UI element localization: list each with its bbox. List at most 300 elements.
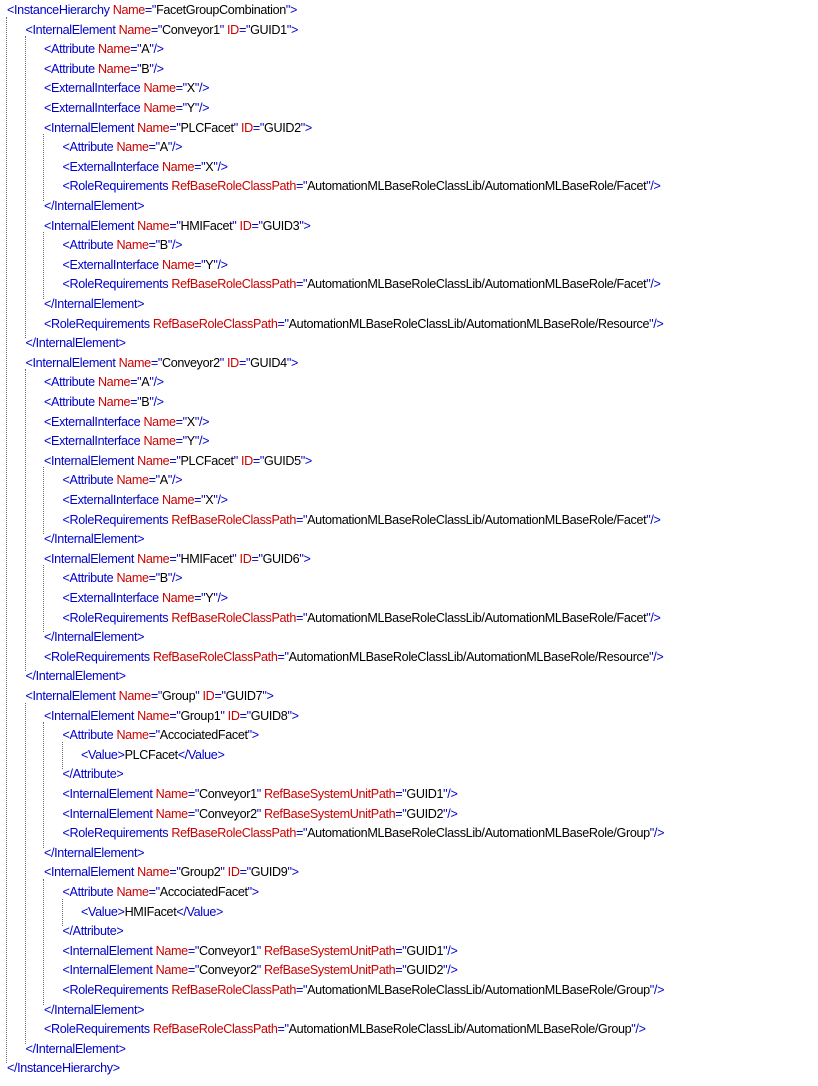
attribute-quote: " [256,787,261,801]
attribute-name: Name [118,22,151,37]
attribute-quote: " [443,806,448,821]
element-name: ExternalInterface [69,591,159,605]
tag-bracket: /> [153,42,164,57]
element-name: Attribute [69,473,114,488]
tag-bracket: /> [653,649,664,664]
attribute-value: AutomationMLBaseRoleClassLib/AutomationMLBaseRole/Resource [288,316,650,331]
attribute-quote: " [149,42,154,57]
attribute-name: Name [97,375,131,390]
tag-bracket: > [137,845,145,860]
element-name: InternalElement [35,336,119,351]
attribute-value: AutomationMLBaseRoleClassLib/AutomationMLBaseRole/Group [307,983,650,997]
attribute-value: X [205,159,214,174]
attribute-quote: " [219,22,224,37]
attribute-quote: " [194,414,199,429]
attribute-value: PLCFacet [180,120,234,135]
tag-bracket: < [62,277,70,292]
tag-bracket: </ [44,532,55,547]
tag-bracket: /> [653,316,664,331]
tag-bracket: < [44,551,52,566]
tag-bracket: > [112,1061,120,1076]
tag-bracket: /> [198,414,210,429]
attribute-equals: =" [251,218,263,233]
xml-line [0,217,818,237]
attribute-quote: " [646,277,651,292]
element-name: InternalElement [51,708,134,723]
tag-bracket: < [44,395,52,409]
attribute-name: Name [143,434,176,449]
indent-guide [43,134,44,201]
attribute-value: Group1 [180,708,221,723]
tag-bracket: > [290,355,298,370]
xml-line [0,746,818,766]
element-name: Attribute [51,61,95,76]
tag-bracket: > [116,767,124,782]
element-name: Value [187,747,218,762]
attribute-equals: =" [395,806,407,821]
element-name: InternalElement [32,22,116,37]
element-name: Attribute [69,571,114,586]
tag-bracket: < [44,81,52,96]
attribute-quote: " [194,434,199,449]
attribute-name: Name [97,395,131,409]
tag-bracket: < [44,649,52,664]
element-name: InternalElement [69,963,153,978]
attribute-value: Y [205,257,214,272]
attribute-name: Name [116,238,149,253]
attribute-quote: " [167,140,172,155]
xml-line [0,844,818,864]
attribute-quote: " [149,61,154,76]
element-name: InternalElement [54,532,138,547]
attribute-value: GUID3 [262,218,300,233]
attribute-value: A [141,42,150,57]
tag-bracket: < [62,728,70,743]
attribute-value: A [141,375,150,390]
tag-bracket: < [62,591,70,605]
tag-bracket: /> [653,826,665,841]
element-name: ExternalInterface [51,434,141,449]
attribute-equals: =" [239,708,251,723]
xml-line [0,726,818,746]
attribute-value: Y [205,591,214,605]
attribute-equals: =" [130,395,142,409]
tag-bracket: </ [25,669,36,684]
attribute-equals: =" [295,826,308,841]
tag-bracket: < [44,414,52,429]
attribute-value: GUID7 [225,689,263,703]
xml-line [0,275,818,295]
tag-bracket: < [62,963,70,978]
attribute-name: Name [137,551,170,566]
attribute-equals: =" [187,806,199,821]
attribute-quote: " [285,3,291,17]
tag-bracket: /> [153,375,164,390]
xml-line [0,765,818,785]
element-name: InternalElement [51,551,134,566]
xml-line [0,569,818,589]
tag-bracket: > [118,1041,126,1056]
tag-bracket: > [251,728,259,743]
attribute-name: RefBaseRoleClassPath [171,826,296,841]
attribute-value: FacetGroupCombination [156,3,286,17]
attribute-quote: " [167,571,172,586]
tag-bracket: > [117,904,125,919]
attribute-name: Name [118,355,151,370]
xml-line [0,491,818,511]
tag-bracket: < [62,493,70,507]
attribute-name: RefBaseRoleClassPath [171,983,296,997]
element-name: ExternalInterface [51,101,141,115]
element-name: Attribute [69,238,114,253]
xml-line [0,863,818,883]
attribute-equals: =" [295,610,308,625]
attribute-value: GUID9 [250,865,288,880]
tag-bracket: /> [198,101,210,115]
attribute-name: RefBaseRoleClassPath [152,316,278,331]
tag-bracket: > [137,1002,145,1017]
attribute-quote: " [300,120,305,135]
tag-bracket: /> [650,277,661,292]
tag-bracket: </ [44,845,55,860]
tag-bracket: > [291,708,299,723]
attribute-equals: =" [150,355,162,370]
tag-bracket: < [81,904,89,919]
xml-line [0,413,818,433]
attribute-name: Name [161,591,195,605]
tag-bracket: /> [650,179,661,194]
attribute-value: GUID2 [264,120,301,135]
attribute-quote: " [286,355,291,370]
attribute-equals: =" [395,943,407,958]
element-name: RoleRequirements [69,826,169,841]
attribute-name: ID [227,355,239,370]
tag-bracket: < [44,42,52,57]
indent-guide [43,467,44,534]
attribute-name: Name [143,414,176,429]
tag-bracket: > [266,689,274,703]
tag-bracket: > [137,532,145,547]
xml-line [0,471,818,491]
attribute-value: X [205,493,214,507]
xml-line [0,511,818,531]
attribute-value: GUID2 [406,806,444,821]
attribute-name: RefBaseRoleClassPath [152,649,278,664]
attribute-value: Conveyor2 [198,806,257,821]
attribute-equals: =" [214,689,226,703]
attribute-value: AutomationMLBaseRoleClassLib/AutomationMLBaseRole/Facet [307,512,647,527]
tag-bracket: < [25,689,33,703]
attribute-equals: =" [238,22,251,37]
attribute-value: Y [186,101,195,115]
tag-bracket: > [303,551,311,566]
attribute-value: Group [161,689,196,703]
xml-line [0,79,818,99]
attribute-equals: =" [194,159,206,174]
attribute-quote: " [219,355,224,370]
attribute-quote: " [194,101,199,115]
attribute-name: Name [161,493,195,507]
xml-line [0,236,818,256]
indent-guide [25,369,26,671]
element-name: RoleRequirements [69,983,169,997]
tag-bracket: </ [7,1061,18,1076]
tag-bracket: < [44,708,52,723]
indent-guide [43,565,44,632]
attribute-quote: " [256,963,261,978]
element-name: ExternalInterface [69,493,159,507]
attribute-name: ID [202,689,215,703]
indent-guide [25,703,26,1044]
attribute-quote: " [213,257,218,272]
element-name: InternalElement [51,218,134,233]
xml-line [0,1059,818,1079]
attribute-value: B [159,238,168,253]
attribute-name: Name [137,120,170,135]
tag-bracket: </ [62,924,73,939]
attribute-name: Name [97,42,131,57]
attribute-quote: " [167,473,172,488]
attribute-value: B [141,61,150,76]
element-name: Attribute [51,395,95,409]
element-name: RoleRequirements [69,179,169,194]
xml-line [0,707,818,727]
attribute-equals: =" [175,101,187,115]
element-text: PLCFacet [124,747,178,762]
attribute-name: RefBaseSystemUnitPath [264,943,396,958]
tag-bracket: < [44,434,52,449]
attribute-quote: " [232,551,237,566]
attribute-name: Name [137,865,170,880]
attribute-quote: " [646,512,651,527]
attribute-value: A [159,140,168,155]
tag-bracket: < [44,865,52,880]
tag-bracket: /> [217,591,228,605]
element-name: Attribute [51,375,95,390]
attribute-value: GUID2 [406,963,444,978]
attribute-name: ID [227,22,239,37]
attribute-equals: =" [169,218,181,233]
attribute-name: Name [137,218,170,233]
xml-line [0,197,818,217]
attribute-value: X [186,81,195,96]
tag-bracket: < [62,473,70,488]
attribute-equals: =" [169,453,181,468]
attribute-quote: " [443,963,448,978]
attribute-value: AutomationMLBaseRoleClassLib/AutomationMLBaseRole/Facet [307,610,647,625]
attribute-equals: =" [130,42,142,57]
element-name: InternalElement [69,943,153,958]
xml-line [0,1020,818,1040]
tag-bracket: </ [25,1041,36,1056]
tag-bracket: > [251,885,259,899]
attribute-value: AccociatedFacet [159,728,248,743]
attribute-name: ID [227,865,240,880]
tag-bracket: > [216,904,224,919]
attribute-quote: " [167,238,172,253]
element-text: HMIFacet [124,904,177,919]
tag-bracket: </ [44,297,55,311]
attribute-name: RefBaseRoleClassPath [152,1022,278,1037]
attribute-quote: " [287,708,292,723]
element-name: Attribute [69,140,114,155]
attribute-value: AutomationMLBaseRoleClassLib/AutomationMLBaseRole/Facet [307,277,647,292]
xml-line [0,138,818,158]
tag-bracket: < [62,983,70,997]
tag-bracket: </ [44,1002,55,1017]
attribute-name: Name [137,708,170,723]
attribute-equals: =" [239,865,251,880]
attribute-name: Name [143,81,176,96]
attribute-value: B [141,395,150,409]
tag-bracket: < [44,453,52,468]
xml-line [0,1040,818,1060]
attribute-equals: =" [238,355,251,370]
tag-bracket: < [44,1022,52,1037]
xml-line [0,119,818,139]
tag-bracket: < [62,610,70,625]
element-name: InstanceHierarchy [17,1061,113,1076]
attribute-equals: =" [395,787,407,801]
attribute-value: Conveyor1 [198,943,257,958]
attribute-value: HMIFacet [180,551,233,566]
xml-line [0,667,818,687]
attribute-equals: =" [194,591,206,605]
attribute-quote: " [649,826,654,841]
attribute-name: Name [155,943,188,958]
attribute-name: RefBaseSystemUnitPath [264,787,396,801]
tag-bracket: /> [171,473,183,488]
attribute-quote: " [213,159,218,174]
attribute-name: RefBaseSystemUnitPath [264,963,396,978]
element-name: InternalElement [35,1041,119,1056]
tag-bracket: </ [62,767,73,782]
tag-bracket: /> [447,963,458,978]
attribute-quote: " [194,81,199,96]
attribute-quote: " [299,218,304,233]
element-name: ExternalInterface [51,414,141,429]
xml-line [0,334,818,354]
tag-bracket: < [81,747,89,762]
attribute-name: Name [155,963,188,978]
element-name: InternalElement [69,787,153,801]
attribute-value: GUID1 [406,787,444,801]
tag-bracket: /> [650,512,661,527]
tag-bracket: > [118,336,126,351]
attribute-quote: " [149,375,154,390]
element-name: Attribute [69,885,114,899]
tag-bracket: < [62,943,70,958]
attribute-quote: " [233,120,238,135]
element-name: InternalElement [54,845,138,860]
xml-line [0,785,818,805]
attribute-equals: =" [169,120,181,135]
attribute-quote: " [649,316,654,331]
element-name: Attribute [72,767,117,782]
element-name: Attribute [69,728,114,743]
attribute-equals: =" [148,571,160,586]
element-name: InternalElement [54,630,138,645]
element-name: InternalElement [51,453,134,468]
element-name: InternalElement [54,297,138,311]
tag-bracket: < [62,238,70,253]
element-name: Attribute [72,924,117,939]
xml-line [0,922,818,942]
tag-bracket: < [44,316,52,331]
xml-line [0,648,818,668]
tag-bracket: > [303,218,311,233]
tag-bracket: < [44,120,52,135]
element-name: RoleRequirements [51,316,150,331]
attribute-quote: " [631,1022,636,1037]
element-name: InternalElement [51,865,134,880]
tag-bracket: /> [447,806,458,821]
attribute-equals: =" [295,277,308,292]
xml-line [0,628,818,648]
tag-bracket: < [62,885,70,899]
xml-line [0,60,818,80]
xml-line [0,177,818,197]
attribute-value: X [186,414,195,429]
tag-bracket: > [290,3,298,17]
xml-line [0,21,818,41]
xml-line [0,805,818,825]
tag-bracket: </ [44,199,55,213]
attribute-equals: =" [150,22,162,37]
attribute-value: GUID1 [406,943,444,958]
indent-guide [25,36,26,338]
attribute-name: RefBaseRoleClassPath [171,179,296,194]
attribute-name: ID [240,120,253,135]
xml-line [0,1,818,21]
attribute-equals: =" [251,551,263,566]
tag-bracket: /> [217,493,228,507]
indent-guide [62,899,63,926]
attribute-equals: =" [130,375,142,390]
attribute-value: Conveyor1 [161,22,220,37]
attribute-value: GUID1 [250,22,287,37]
xml-line [0,99,818,119]
attribute-quote: " [443,943,448,958]
tag-bracket: < [62,826,70,841]
element-name: Value [88,904,118,919]
indent-guide [62,742,63,769]
tag-bracket: < [44,101,52,115]
attribute-equals: =" [175,434,187,449]
tag-bracket: < [25,22,33,37]
tag-bracket: < [44,218,52,233]
element-name: InstanceHierarchy [14,3,110,17]
attribute-value: B [159,571,168,586]
tag-bracket: < [62,806,70,821]
attribute-value: AutomationMLBaseRoleClassLib/AutomationMLBaseRole/Group [288,1022,632,1037]
attribute-name: Name [116,571,149,586]
tag-bracket: < [7,3,15,17]
xml-line [0,942,818,962]
attribute-equals: =" [187,943,199,958]
attribute-value: GUID8 [250,708,288,723]
attribute-value: GUID6 [262,551,300,566]
xml-line [0,373,818,393]
attribute-equals: =" [277,316,289,331]
element-name: Value [88,747,118,762]
attribute-value: GUID5 [264,453,301,468]
attribute-quote: " [232,218,237,233]
attribute-name: Name [143,101,176,115]
element-name: InternalElement [32,355,116,370]
attribute-name: RefBaseRoleClassPath [171,277,296,292]
element-name: Attribute [51,42,95,57]
